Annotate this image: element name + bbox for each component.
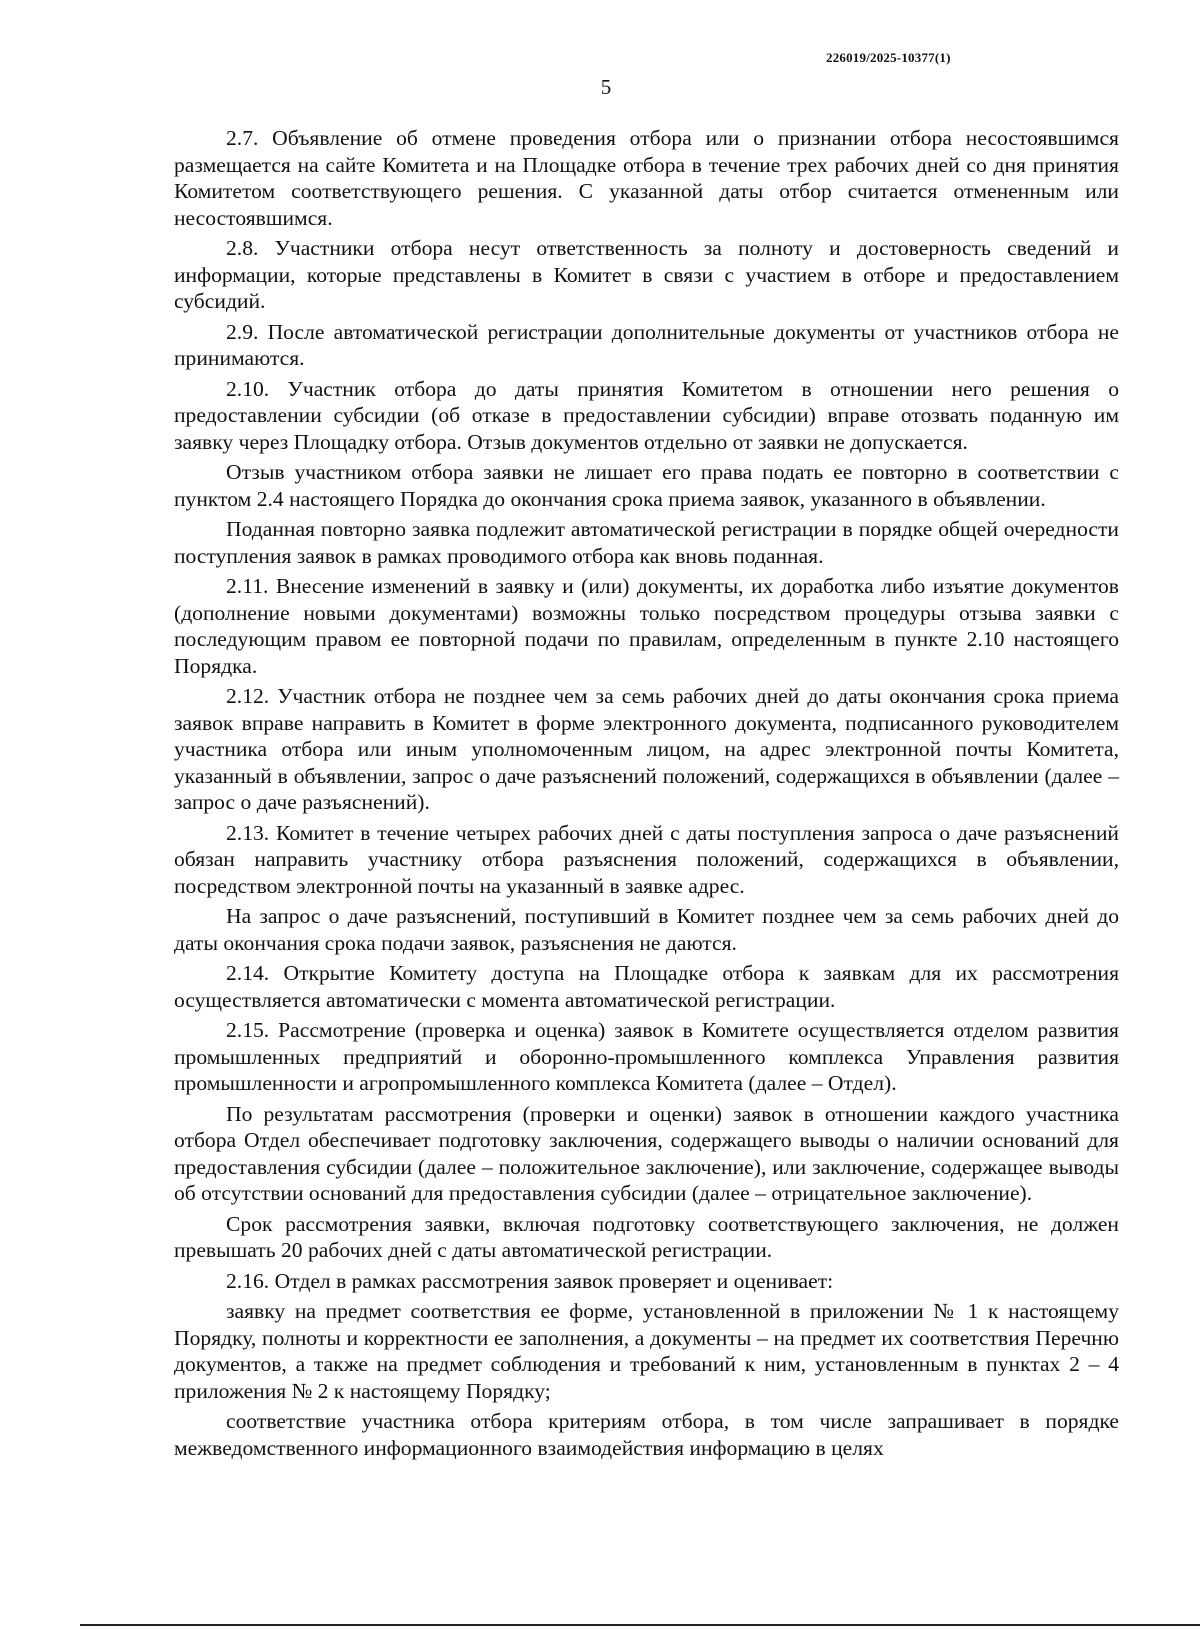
paragraph-2-11: 2.11. Внесение изменений в заявку и (или) документы, их доработка либо изъятие документов (дополнение новыми документами) возможны только посредством процедуры отзыва заявки с последующим правом ее повторной подачи по правилам, определенным в пункте 2.10 настоящего Порядка. [174, 574, 1119, 678]
paragraph-2-8: 2.8. Участники отбора несут ответственность за полноту и достоверность сведений и информации, которые представлены в Комитет в связи с участием в отборе и предоставлением субсидий. [174, 236, 1119, 313]
paragraph-2-15-results: По результатам рассмотрения (проверки и оценки) заявок в отношении каждого участника отбора Отдел обеспечивает подготовку заключения, содержащего выводы о наличии оснований для предоставления субсидии (далее – положительное заключение), или заключение, содержащее выводы об отсутствии оснований для предоставления субсидии (далее – отрицательное заключение). [174, 1101, 1119, 1205]
paragraph-2-15: 2.15. Рассмотрение (проверка и оценка) заявок в Комитете осуществляется отделом развития промышленных предприятий и оборонно-промышленного комплекса Управления развития промышленности и агропромышленного комплекса Комитета (далее – Отдел). [174, 1018, 1119, 1095]
paragraph-2-10-withdrawal: Отзыв участником отбора заявки не лишает его права подать ее повторно в соответствии с пунктом 2.4 настоящего Порядка до окончания срока приема заявок, указанного в объявлении. [174, 460, 1119, 511]
scan-edge-line [80, 1624, 1200, 1626]
paragraph-2-16-application-check: заявку на предмет соответствия ее форме, установленной в приложении № 1 к настоящему Порядку, полноты и корректности ее заполнения, а документы – на предмет их соответствия Перечню документов, а также на предмет соблюдения и требований к ним, установленным в пунктах 2 – 4 приложения № 2 к настоящему Порядку; [174, 1299, 1119, 1403]
paragraph-2-12: 2.12. Участник отбора не позднее чем за семь рабочих дней до даты окончания срока приема заявок вправе направить в Комитет в форме электронного документа, подписанного руководителем участника отбора или иным уполномоченным лицом, на адрес электронной почты Комитета, указанный в объявлении, запрос о даче разъяснений положений, содержащихся в объявлении (далее – запрос о даче разъяснений). [174, 684, 1119, 814]
paragraph-2-13-late-request: На запрос о даче разъяснений, поступивший в Комитет позднее чем за семь рабочих дней до даты окончания срока подачи заявок, разъяснения не даются. [174, 904, 1119, 955]
document-body [174, 125, 1119, 1465]
page-number: 5 [600, 75, 612, 99]
paragraph-2-7: 2.7. Объявление об отмене проведения отбора или о признании отбора несостоявшимся размещается на сайте Комитета и на Площадке отбора в течение трех рабочих дней со дня принятия Комитетом соответствующего решения. С указанной даты отбор считается отмененным или несостоявшимся. [174, 126, 1119, 230]
paragraph-2-14: 2.14. Открытие Комитету доступа на Площадке отбора к заявкам для их рассмотрения осуществляется автоматически с момента автоматической регистрации. [174, 961, 1119, 1012]
paragraph-2-15-term: Срок рассмотрения заявки, включая подготовку соответствующего заключения, не должен превышать 20 рабочих дней с даты автоматической регистрации. [174, 1211, 1119, 1262]
paragraph-2-16: 2.16. Отдел в рамках рассмотрения заявок проверяет и оценивает: [226, 1268, 834, 1293]
document-number: 226019/2025-10377(1) [826, 50, 951, 65]
paragraph-2-10-resubmission: Поданная повторно заявка подлежит автоматической регистрации в порядке общей очередности поступления заявок в рамках проводимого отбора как вновь поданная. [174, 517, 1119, 568]
paragraph-2-10: 2.10. Участник отбора до даты принятия Комитетом в отношении него решения о предоставлении субсидии (об отказе в предоставлении субсидии) вправе отозвать поданную им заявку через Площадку отбора. Отзыв документов отдельно от заявки не допускается. [174, 376, 1119, 454]
paragraph-2-9: 2.9. После автоматической регистрации дополнительные документы от участников отбора не принимаются. [174, 319, 1119, 370]
paragraph-2-16-criteria-check: соответствие участника отбора критериям отбора, в том числе запрашивает в порядке межведомственного информационного взаимодействия информацию в целях [174, 1409, 1119, 1460]
paragraph-2-13: 2.13. Комитет в течение четырех рабочих дней с даты поступления запроса о даче разъяснений обязан направить участнику отбора разъяснения положений, содержащихся в объявлении, посредством электронной почты на указанный в заявке адрес. [174, 820, 1119, 898]
